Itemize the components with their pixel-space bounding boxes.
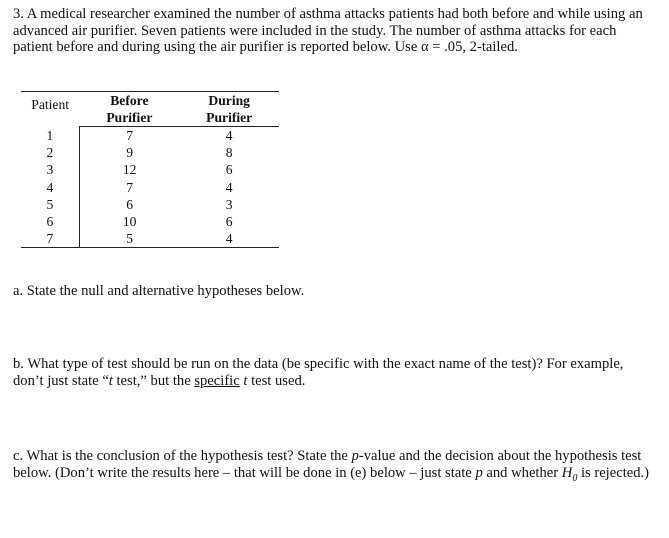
cell-patient: 4 [21, 179, 79, 196]
header-patient: Patient [21, 92, 79, 127]
header-before-line1: Before [79, 92, 179, 110]
table-row [21, 179, 279, 196]
cell-before: 7 [126, 128, 134, 143]
part-b-text: test,” but the [112, 372, 195, 389]
header-before-line2: Purifier [79, 109, 179, 127]
table-row [21, 230, 279, 248]
table-header-row [21, 92, 279, 110]
cell-patient: 3 [21, 161, 79, 178]
cell-during: 4 [179, 230, 279, 248]
question-part-a: a. State the null and alternative hypotheses below. [13, 283, 305, 299]
cell-during: 4 [225, 128, 233, 143]
cell-during: 3 [225, 196, 233, 212]
header-during-line2: Purifier [179, 109, 279, 127]
table-row [21, 144, 279, 161]
cell-before: 10 [122, 214, 137, 230]
part-c-text: -value and the decision about the hypothesis test below. (Don’t write the results here – that will be done in (e) below – just state [13, 448, 642, 481]
part-c-text: c. What is the conclusion of the hypothesis test? State the [13, 448, 352, 464]
cell-before: 5 [79, 230, 179, 248]
question-intro: 3. A medical researcher examined the number of asthma attacks patients had both before and while using an advanced air purifier. Seven patients were included in the study. The number of asthma attacks for each patient before and during using the air purifier is reported below. Use α = .05, 2-tailed. [13, 6, 643, 56]
table-row [21, 161, 279, 178]
cell-during: 8 [225, 145, 233, 161]
part-c-text: and whether [482, 464, 562, 481]
cell-during: 4 [225, 179, 233, 195]
cell-before: 12 [122, 162, 137, 178]
table-row [21, 196, 279, 213]
question-part-c [13, 448, 653, 487]
cell-during: 6 [225, 214, 233, 230]
part-b-t-symbol: t [108, 372, 113, 389]
table-row [21, 127, 279, 145]
cell-patient: 7 [21, 230, 79, 248]
cell-before: 9 [126, 145, 134, 161]
cell-patient: 1 [21, 127, 79, 145]
table-row [21, 213, 279, 230]
part-c-text: is rejected.) [577, 464, 650, 481]
part-c-h-symbol: H [561, 464, 573, 481]
cell-patient: 5 [21, 196, 79, 213]
data-table [21, 91, 279, 248]
part-c-p-symbol: p [351, 448, 359, 464]
cell-during: 6 [225, 162, 233, 178]
part-b-t-symbol: t [243, 372, 248, 389]
part-b-text: test used. [247, 372, 306, 389]
part-b-emphasis: specific [194, 372, 240, 389]
part-b-text: b. What type of test should be run on the data (be specific with the exact name of the test)? For example, don’t just state “ [13, 356, 624, 389]
question-part-b [13, 356, 653, 389]
cell-before: 6 [126, 196, 134, 212]
cell-before: 7 [126, 179, 134, 195]
cell-patient: 6 [21, 213, 79, 230]
part-c-p-symbol: p [475, 464, 483, 481]
cell-patient: 2 [21, 144, 79, 161]
header-during-line1: During [179, 92, 279, 110]
part-c-h-subscript: 0 [572, 472, 578, 484]
